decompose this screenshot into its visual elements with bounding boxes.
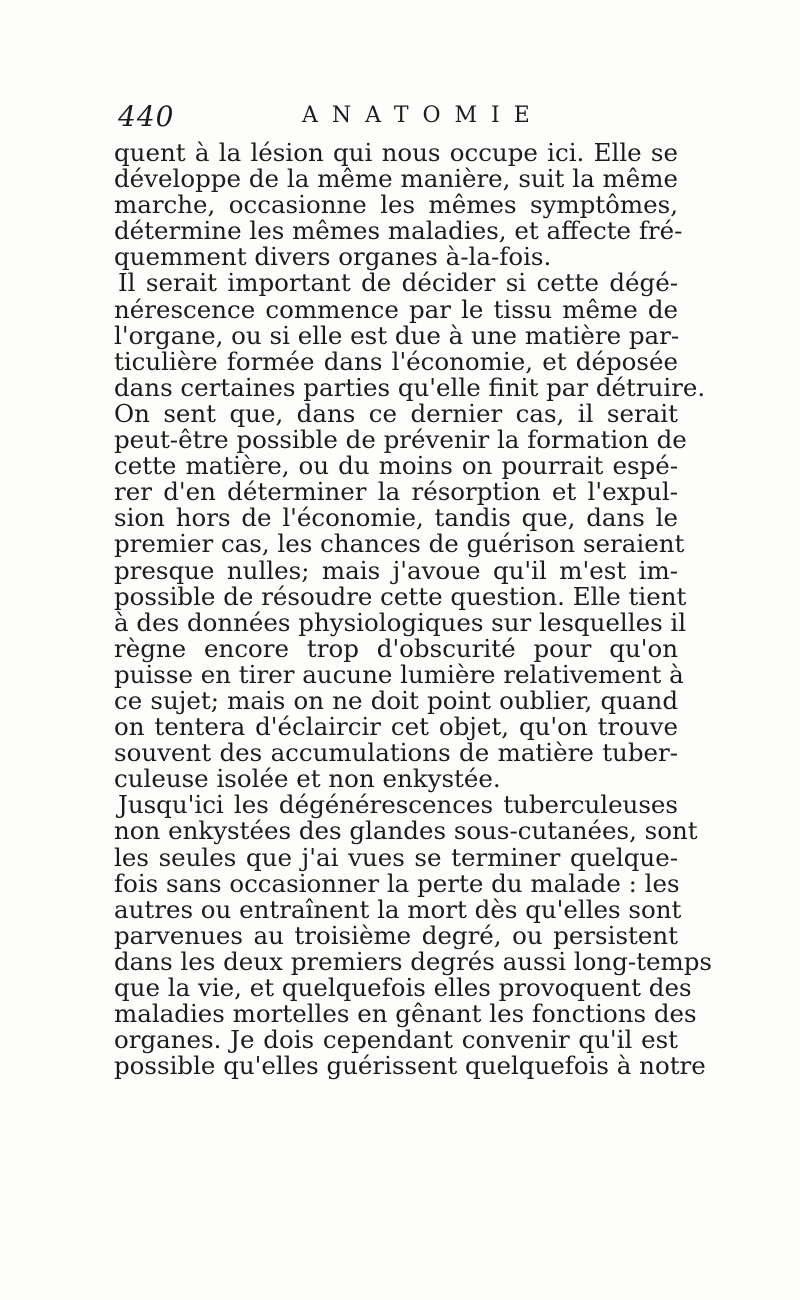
text-line: peut-être possible de prévenir la formation de (114, 425, 687, 455)
page-header (114, 100, 684, 136)
text-line: organes. Je dois cependant convenir qu'il est (114, 1025, 678, 1055)
text-line: sion hors de l'économie, tandis que, dans le (114, 503, 678, 533)
text-line: autres ou entraînent la mort dès qu'elles sont (114, 894, 682, 924)
text-line: on tentera d'éclaircir cet objet, qu'on trouve (114, 712, 678, 742)
text-line: ticulière formée dans l'économie, et déposée (114, 346, 678, 376)
body-text (114, 138, 712, 1081)
text-line: non enkystées des glandes sous-cutanées, sont (114, 816, 698, 846)
text-line: dans certaines parties qu'elle finit par détruire. (114, 372, 706, 402)
text-line: Il serait important de décider si cette dégé- (118, 268, 678, 298)
text-line: détermine les mêmes maladies, et affecte fré- (114, 216, 683, 246)
text-line: possible de résoudre cette question. Elle tient (114, 581, 687, 611)
page-number: 440 (118, 100, 175, 133)
text-line: Jusqu'ici les dégénérescences tuberculeuses (118, 790, 678, 820)
text-line: quemment divers organes à-la-fois. (114, 242, 552, 272)
text-line: dans les deux premiers degrés aussi long-temps (114, 946, 712, 976)
text-line: maladies mortelles en gênant les fonctions des (114, 999, 697, 1029)
text-line: rer d'en déterminer la résorption et l'expul- (114, 477, 678, 507)
text-line: les seules que j'ai vues se terminer quelque- (114, 842, 678, 872)
text-line: premier cas, les chances de guérison seraient (114, 529, 685, 559)
text-line: On sent que, dans ce dernier cas, il serait (114, 398, 678, 428)
text-line: fois sans occasionner la perte du malade : les (114, 868, 680, 898)
text-line: l'organe, ou si elle est due à une matière par- (114, 320, 680, 350)
text-line: quent à la lésion qui nous occupe ici. Elle se (114, 138, 678, 167)
text-line: culeuse isolée et non enkystée. (114, 764, 501, 794)
text-line: souvent des accumulations de matière tuber- (114, 738, 678, 768)
text-line: développe de la même manière, suit la même (114, 164, 678, 194)
text-line: parvenues au troisième degré, ou persistent (114, 920, 678, 950)
text-line: ce sujet; mais on ne doit point oublier, quand (114, 685, 678, 715)
text-line: marche, occasionne les mêmes symptômes, (114, 190, 678, 220)
text-line: à des données physiologiques sur lesquelles il (114, 607, 687, 637)
text-line: cette matière, ou du moins on pourrait espé- (114, 451, 678, 481)
text-line: règne encore trop d'obscurité pour qu'on (114, 633, 678, 663)
text-line: puisse en tirer aucune lumière relativement à (114, 659, 684, 689)
text-line: presque nulles; mais j'avoue qu'il m'est im- (114, 555, 678, 585)
text-line: que la vie, et quelquefois elles provoquent des (114, 973, 692, 1002)
text-line: possible qu'elles guérissent quelquefois à notre (114, 1051, 706, 1081)
running-head: ANATOMIE (302, 103, 544, 128)
text-line: nérescence commence par le tissu même de (114, 294, 678, 324)
